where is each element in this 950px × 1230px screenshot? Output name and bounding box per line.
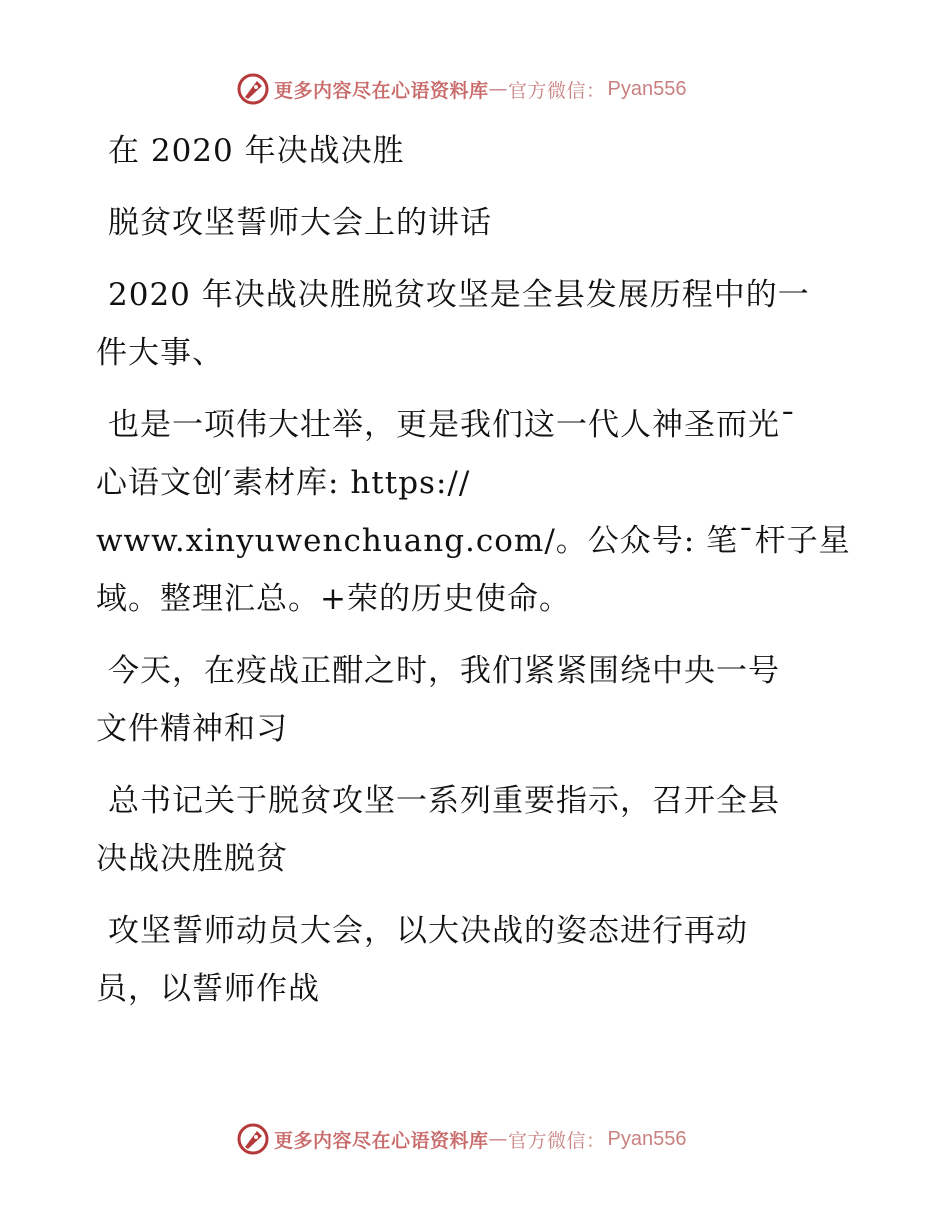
banner-wechat-label: 官方微信：: [508, 1129, 606, 1152]
text-line: 心语文创′素材库: https://: [96, 465, 471, 501]
banner-text: 更多内容尽在心语资料库: [274, 79, 489, 102]
text-line: 也是一项伟大壮举，更是我们这一代人神圣而光¯: [108, 407, 797, 443]
paragraph: [96, 396, 856, 628]
banner-wechat-id: Pyan556: [607, 77, 687, 100]
text-line: 员，以誓师作战: [96, 971, 320, 1007]
paragraph-title-2: [96, 194, 856, 252]
text-line: 今天，在疫战正酣之时，我们紧紧围绕中央一号: [108, 653, 780, 689]
paragraph: [96, 902, 856, 1018]
text-line: 2020 年决战决胜脱贫攻坚是全县发展历程中的一: [108, 277, 810, 313]
footer-banner: [236, 1122, 736, 1156]
banner-wechat-label: 官方微信：: [508, 79, 606, 102]
document-body: [96, 122, 856, 1018]
text-line: 决战决胜脱贫: [96, 841, 288, 877]
pen-nib-logo-icon: [236, 1122, 270, 1156]
text-line: 脱贫攻坚誓师大会上的讲话: [108, 205, 492, 241]
text-line: 域。整理汇总。+荣的历史使命。: [96, 581, 571, 617]
banner-text: 更多内容尽在心语资料库: [274, 1129, 489, 1152]
banner-wechat-id: Pyan556: [607, 1127, 687, 1150]
paragraph: [96, 772, 856, 888]
text-line: www.xinyuwenchuang.com/。公众号: 笔¯杆子星: [96, 523, 851, 559]
header-banner: [236, 72, 736, 106]
text-line: 在 2020 年决战决胜: [108, 133, 405, 169]
banner-dash: —: [488, 1128, 509, 1150]
text-line: 总书记关于脱贫攻坚一系列重要指示，召开全县: [108, 783, 780, 819]
paragraph: [96, 642, 856, 758]
banner-dash: —: [488, 78, 509, 100]
paragraph-title-1: [96, 122, 856, 180]
paragraph: [96, 266, 856, 382]
text-line: 攻坚誓师动员大会，以大决战的姿态进行再动: [108, 913, 748, 949]
text-line: 文件精神和习: [96, 711, 288, 747]
text-line: 件大事、: [96, 335, 224, 371]
pen-nib-logo-icon: [236, 72, 270, 106]
